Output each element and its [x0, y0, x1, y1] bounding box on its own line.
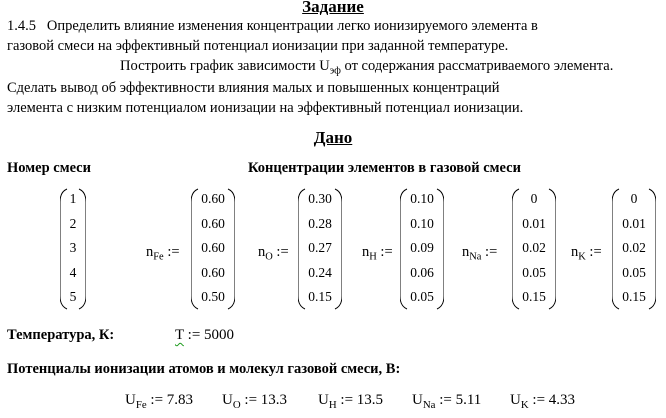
matrix-var: n	[258, 244, 266, 260]
mix-number-matrix	[60, 188, 86, 310]
matrix-cell: 0	[630, 191, 638, 206]
matrix-fe	[191, 188, 235, 310]
matrix-var-sub: Na	[469, 251, 482, 263]
potential-fe	[125, 392, 193, 411]
potential-value: 13.5	[356, 392, 384, 408]
assign-operator: :=	[272, 244, 289, 260]
potential-var-sub: Na	[422, 398, 436, 411]
potential-h	[318, 392, 383, 411]
matrix-cell: 0.10	[410, 191, 434, 206]
assign-operator: :=	[187, 327, 201, 343]
potential-value: 7.83	[166, 392, 194, 408]
matrix-cell: 0.28	[308, 215, 332, 231]
assign-operator: :=	[376, 244, 393, 260]
task-line-4: Сделать вывод об эффективности влияния малых и повышенных концентраций	[7, 80, 500, 96]
assign-operator: :=	[146, 392, 167, 408]
task-line-5: элемента с низким потенциалом ионизации на эффективный потенциал ионизации.	[7, 100, 524, 116]
task-text-3-post: от содержания рассматриваемого элемента.	[340, 58, 614, 74]
temperature-label: Температура, К:	[7, 327, 115, 343]
assign-operator: :=	[585, 244, 602, 260]
task-line-3	[120, 57, 613, 81]
matrix-k	[612, 188, 656, 310]
matrix-cell: 0.15	[308, 289, 332, 304]
given-heading: Дано	[313, 128, 353, 147]
potential-value: 13.3	[260, 392, 288, 408]
matrix-cell: 0.60	[201, 215, 225, 231]
matrix-var-sub: K	[578, 251, 586, 263]
matrix-cell: 0.50	[201, 289, 225, 304]
matrix-o	[298, 188, 342, 310]
matrix-cell: 0.09	[410, 240, 434, 255]
matrix-cell: 3	[69, 240, 77, 255]
matrix-cell: 0.30	[308, 191, 332, 206]
matrix-cell: 0.05	[410, 289, 434, 304]
potential-var: U	[412, 392, 423, 408]
assign-operator: :=	[435, 392, 456, 408]
potential-var-sub: Fe	[135, 398, 147, 411]
matrix-h	[400, 188, 444, 310]
matrix-cell: 4	[69, 264, 77, 280]
matrix-label-k	[571, 244, 602, 263]
matrix-cell: 0.02	[522, 240, 546, 255]
task-heading: Задание	[302, 0, 364, 16]
matrix-var-sub: O	[265, 251, 273, 263]
assign-operator: :=	[528, 392, 549, 408]
matrix-cell: 0.10	[410, 215, 434, 231]
mix-number-label: Номер смеси	[7, 160, 91, 176]
matrix-na	[512, 188, 556, 310]
matrix-var: n	[362, 244, 370, 260]
matrix-var: n	[571, 244, 579, 260]
concentrations-label: Концентрации элементов в газовой смеси	[248, 160, 521, 176]
matrix-cell: 0	[530, 191, 538, 206]
matrix-cell: 0.05	[622, 264, 646, 280]
matrix-var-sub: H	[369, 251, 377, 263]
matrix-label-fe	[146, 244, 180, 263]
task-text-1: Определить влияние изменения концентрации легко ионизируемого элемента в	[46, 18, 538, 34]
potential-var-sub: H	[328, 398, 337, 411]
potential-var-sub: K	[520, 398, 529, 411]
matrix-cell: 5	[69, 289, 77, 304]
assign-operator: :=	[163, 244, 180, 260]
matrix-cell: 0.60	[201, 240, 225, 255]
potentials-label: Потенциалы ионизации атомов и молекул газовой смеси, В:	[7, 361, 401, 377]
matrix-cell: 0.01	[522, 215, 546, 231]
matrix-cell: 0.15	[622, 289, 646, 304]
potential-value: 4.33	[548, 392, 576, 408]
assign-operator: :=	[336, 392, 357, 408]
temperature-value: 5000	[204, 327, 235, 343]
matrix-cell: 0.01	[622, 215, 646, 231]
matrix-label-h	[362, 244, 393, 263]
potential-var: U	[510, 392, 521, 408]
potential-var-sub: O	[232, 398, 241, 411]
assign-operator: :=	[240, 392, 261, 408]
potential-var: U	[318, 392, 329, 408]
temperature-assignment	[175, 327, 234, 344]
potential-value: 5.11	[455, 392, 482, 408]
task-text-3-pre: Построить график зависимости U	[120, 58, 330, 74]
matrix-label-na	[462, 244, 497, 263]
matrix-label-o	[258, 244, 289, 263]
potential-na	[412, 392, 481, 411]
matrix-cell: 0.24	[308, 264, 332, 280]
matrix-cell: 0.06	[410, 264, 434, 280]
potential-o	[222, 392, 287, 411]
task-number: 1.4.5	[7, 18, 36, 34]
potential-var: U	[125, 392, 136, 408]
temperature-var: T	[175, 327, 184, 343]
matrix-var: n	[146, 244, 154, 260]
matrix-var: n	[462, 244, 470, 260]
matrix-var-sub: Fe	[153, 251, 164, 263]
matrix-cell: 2	[69, 215, 77, 231]
matrix-cell: 0.60	[201, 191, 225, 206]
potential-var: U	[222, 392, 233, 408]
task-text-3-sub: эф	[329, 65, 341, 77]
matrix-cell: 0.05	[522, 264, 546, 280]
matrix-cell: 1	[69, 191, 77, 206]
task-line-1	[7, 17, 538, 36]
matrix-cell: 0.15	[522, 289, 546, 304]
matrix-cell: 0.60	[201, 264, 225, 280]
potential-k	[510, 392, 575, 411]
assign-operator: :=	[481, 244, 498, 260]
matrix-cell: 0.02	[622, 240, 646, 255]
task-line-2: газовой смеси на эффективный потенциал ионизации при заданной температуре.	[7, 38, 509, 54]
matrix-cell: 0.27	[308, 240, 332, 255]
